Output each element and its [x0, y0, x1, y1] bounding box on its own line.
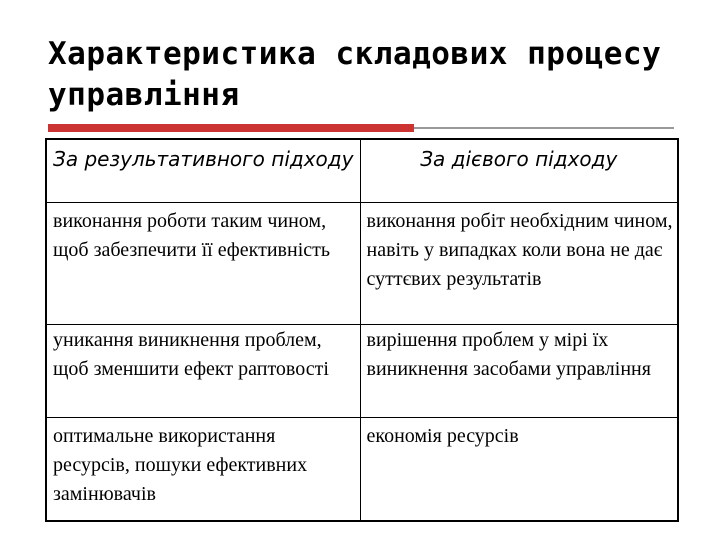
slide-title: Характеристика складових процесу управління	[48, 36, 662, 113]
table-cell: вирішення проблем у мірі їх виникнення засобами управління	[360, 324, 678, 417]
table-cell: економія ресурсів	[360, 417, 678, 521]
table-cell: виконання робіт необхідним чином, навіть у випадках коли вона не дає суттєвих результатів	[360, 202, 678, 324]
title-divider-line	[414, 127, 674, 129]
table-cell: оптимальне використання ресурсів, пошуки ефективних замінювачів	[46, 417, 360, 521]
column-header-result-approach: За результативного підходу	[46, 139, 360, 202]
table-row	[46, 202, 678, 324]
table-row	[46, 324, 678, 417]
column-header-action-approach: За дієвого підходу	[360, 139, 678, 202]
table-header-row	[46, 139, 678, 202]
title-accent-bar	[48, 124, 414, 132]
table-row	[46, 417, 678, 521]
comparison-table	[45, 138, 679, 522]
table-cell: уникання виникнення проблем, щоб зменшити ефект раптовості	[46, 324, 360, 417]
table-cell: виконання роботи таким чином, щоб забезпечити її ефективність	[46, 202, 360, 324]
